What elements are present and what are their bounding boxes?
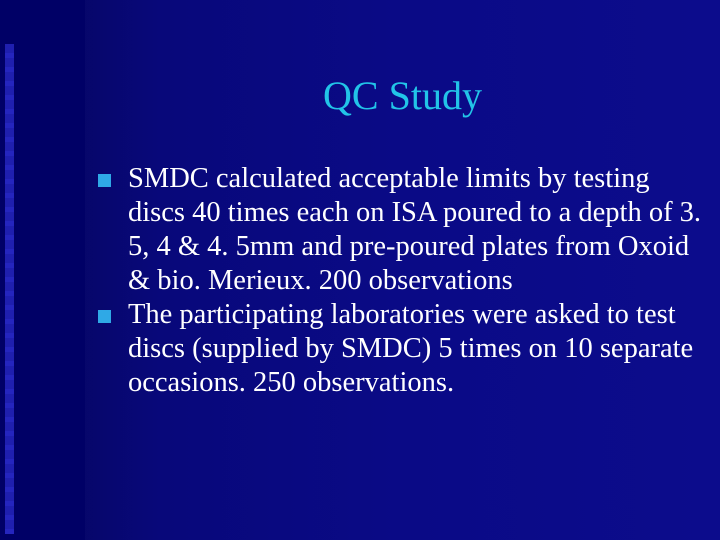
bullet-text-limits: SMDC calculated acceptable limits by testing discs 40 times each on ISA poured to a depth of 3. 5, 4 & 4. 5mm and pre-poured plates from Oxoid & bio. Merieux. 200 observations (128, 163, 702, 296)
slide-title: QC Study (323, 73, 482, 118)
decorative-square-column (5, 44, 19, 534)
bullet-text-participating-labs: The participating laboratories were asked to test discs (supplied by SMDC) 5 times on 10 separate occasions. 250 observations. (128, 299, 694, 398)
bullet-list (92, 162, 712, 400)
square-bullet-icon (98, 174, 111, 187)
decorative-left-strip (0, 0, 85, 540)
bullet-item-participating-labs (92, 298, 712, 400)
square-bullet-icon (98, 310, 111, 323)
bullet-item-limits (92, 162, 712, 298)
